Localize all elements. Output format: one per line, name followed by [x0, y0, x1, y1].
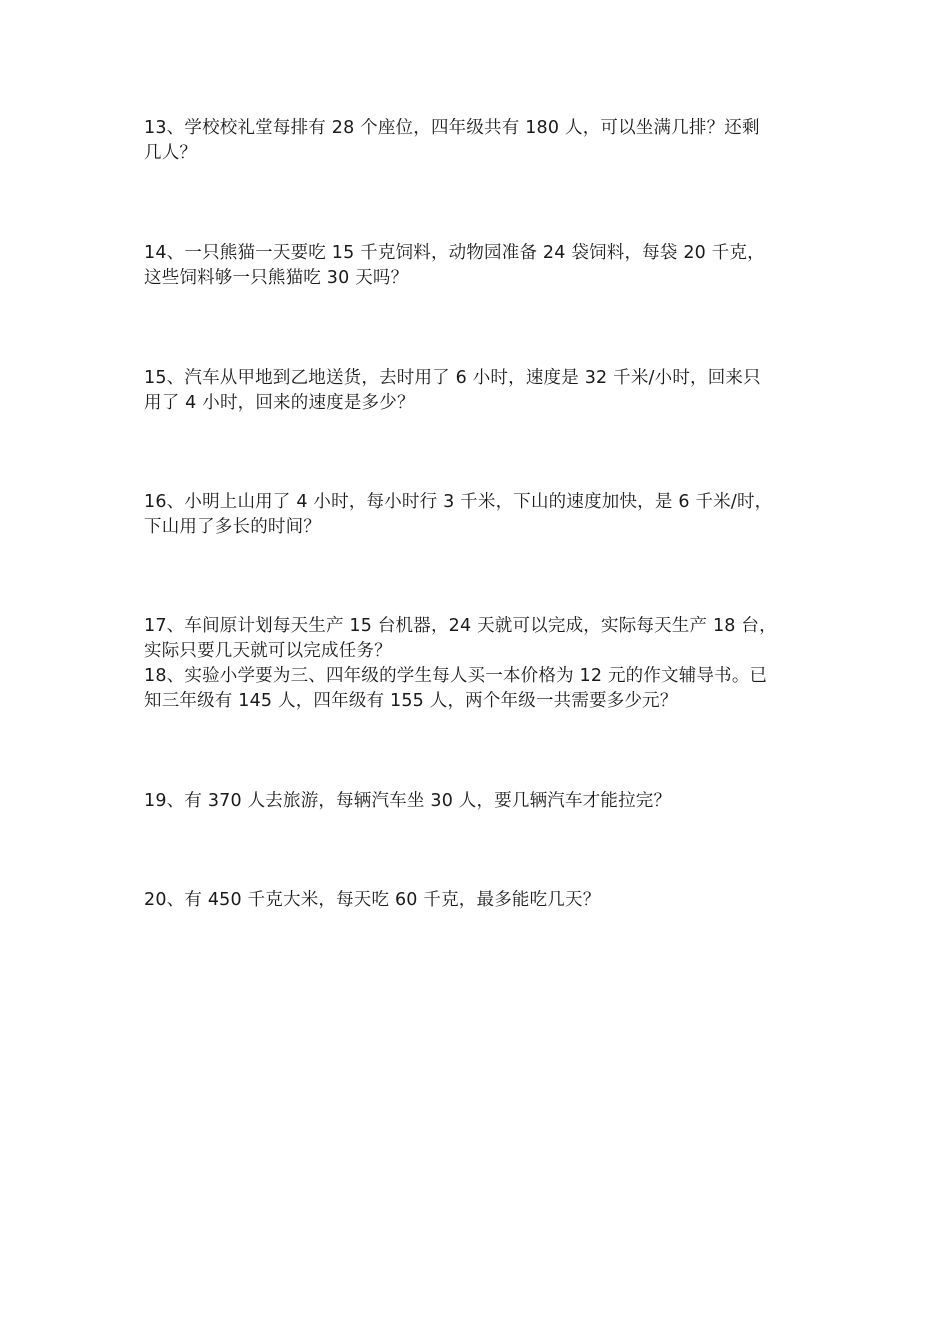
problem-15 [144, 366, 814, 416]
problem-14 [144, 241, 814, 291]
problem-17-line-2: 实际只要几天就可以完成任务？ [144, 641, 392, 661]
problem-20 [144, 888, 814, 913]
problem-16 [144, 490, 814, 540]
problem-19-line-1: 19、有 370 人去旅游，每辆汽车坐 30 人，要几辆汽车才能拉完？ [144, 791, 672, 811]
problem-20-line-1: 20、有 450 千克大米，每天吃 60 千克，最多能吃几天？ [144, 890, 601, 910]
problem-19 [144, 789, 814, 814]
problem-17 [144, 614, 814, 664]
problem-14-line-1: 14、一只熊猫一天要吃 15 千克饲料，动物园准备 24 袋饲料，每袋 20 千克， [144, 243, 765, 263]
problem-16-line-1: 16、小明上山用了 4 小时，每小时行 3 千米，下山的速度加快，是 6 千米/时， [144, 492, 773, 512]
problem-14-line-2: 这些饲料够一只熊猫吃 30 天吗？ [144, 268, 409, 288]
problem-15-line-2: 用了 4 小时，回来的速度是多少？ [144, 393, 415, 413]
problem-15-line-1: 15、汽车从甲地到乙地送货，去时用了 6 小时，速度是 32 千米/小时，回来只 [144, 368, 761, 388]
problem-13-line-1: 13、学校校礼堂每排有 28 个座位，四年级共有 180 人，可以坐满几排？还剩 [144, 118, 760, 138]
problem-13-line-2: 几人？ [144, 143, 198, 163]
problem-13 [144, 116, 814, 166]
problem-18-line-2: 知三年级有 145 人，四年级有 155 人，两个年级一共需要多少元？ [144, 691, 678, 711]
problem-18 [144, 664, 814, 714]
problem-18-line-1: 18、实验小学要为三、四年级的学生每人买一本价格为 12 元的作文辅导书。已 [144, 666, 768, 686]
problem-16-line-2: 下山用了多长的时间？ [144, 517, 321, 537]
problem-17-line-1: 17、车间原计划每天生产 15 台机器，24 天就可以完成，实际每天生产 18 台， [144, 616, 777, 636]
